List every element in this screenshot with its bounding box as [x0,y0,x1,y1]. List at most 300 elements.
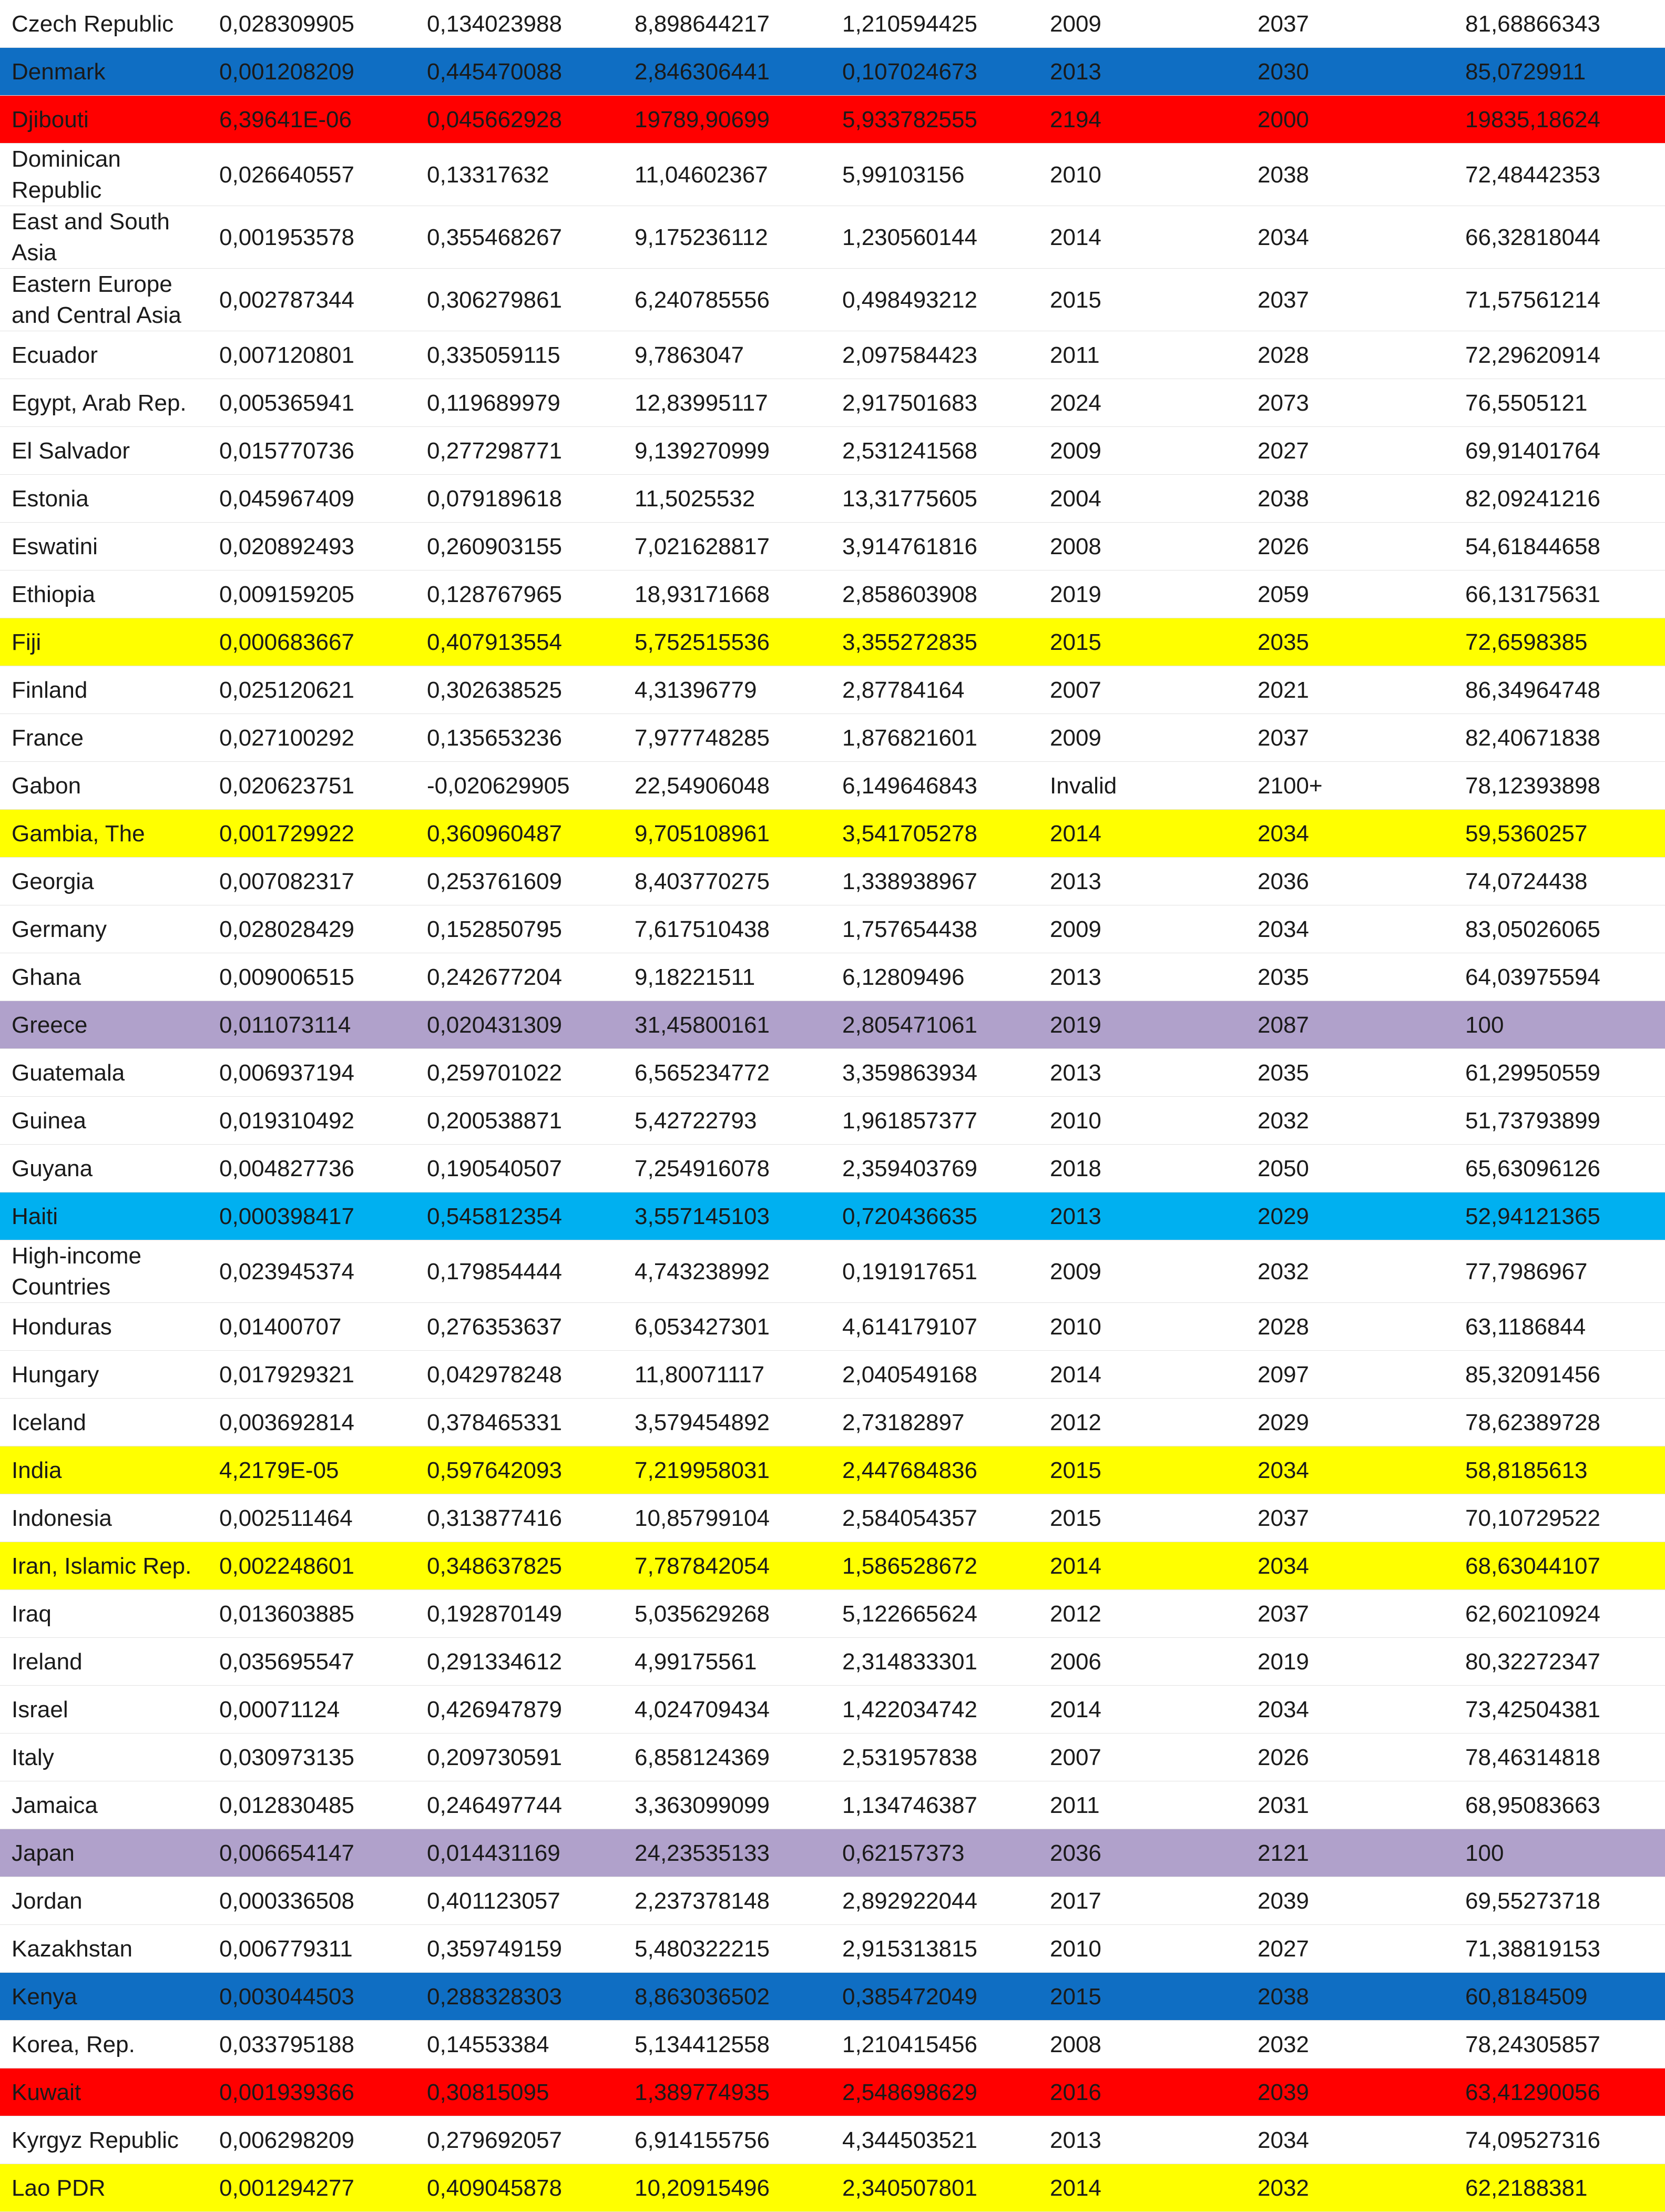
score-cell[interactable]: 70,10729522 [1454,1494,1665,1542]
value-cell-1[interactable]: 0,009006515 [208,953,415,1001]
value-cell-2[interactable]: 0,302638525 [415,666,623,714]
value-cell-1[interactable]: 0,002248601 [208,1542,415,1590]
score-cell[interactable]: 100 [1454,1001,1665,1049]
country-cell[interactable]: Ireland [0,1638,208,1686]
start-year-cell[interactable]: 2010 [1038,1925,1246,1973]
value-cell-2[interactable]: 0,152850795 [415,905,623,953]
start-year-cell[interactable]: 2011 [1038,1781,1246,1829]
score-cell[interactable]: 63,1186844 [1454,1303,1665,1351]
value-cell-4[interactable]: 2,858603908 [831,570,1038,618]
country-cell[interactable]: Korea, Rep. [0,2021,208,2068]
end-year-cell[interactable]: 2032 [1246,2021,1454,2068]
value-cell-4[interactable]: 5,99103156 [831,144,1038,206]
value-cell-3[interactable]: 6,053427301 [623,1303,831,1351]
value-cell-1[interactable]: 0,028028429 [208,905,415,953]
start-year-cell[interactable]: 2012 [1038,1399,1246,1446]
country-cell[interactable]: Guyana [0,1145,208,1192]
value-cell-3[interactable]: 6,914155756 [623,2116,831,2164]
value-cell-3[interactable]: 4,743238992 [623,1240,831,1303]
value-cell-3[interactable]: 1,389774935 [623,2068,831,2116]
value-cell-4[interactable]: 1,338938967 [831,858,1038,905]
end-year-cell[interactable]: 2021 [1246,666,1454,714]
value-cell-3[interactable]: 8,898644217 [623,0,831,48]
value-cell-1[interactable]: 0,002511464 [208,1494,415,1542]
value-cell-4[interactable]: 6,149646843 [831,762,1038,810]
end-year-cell[interactable]: 2030 [1246,48,1454,96]
country-cell[interactable]: Fiji [0,618,208,666]
score-cell[interactable]: 52,94121365 [1454,1192,1665,1240]
value-cell-1[interactable]: 0,006654147 [208,1829,415,1877]
value-cell-4[interactable]: 0,191917651 [831,1240,1038,1303]
end-year-cell[interactable]: 2087 [1246,1001,1454,1049]
value-cell-4[interactable]: 2,584054357 [831,1494,1038,1542]
end-year-cell[interactable]: 2059 [1246,570,1454,618]
country-cell[interactable]: India [0,1446,208,1494]
start-year-cell[interactable]: 2008 [1038,2021,1246,2068]
score-cell[interactable]: 78,62389728 [1454,1399,1665,1446]
country-cell[interactable]: Gabon [0,762,208,810]
value-cell-3[interactable]: 5,752515536 [623,618,831,666]
value-cell-2[interactable]: 0,360960487 [415,810,623,858]
start-year-cell[interactable]: 2013 [1038,48,1246,96]
value-cell-3[interactable]: 9,18221511 [623,953,831,1001]
country-cell[interactable]: Czech Republic [0,0,208,48]
value-cell-1[interactable]: 0,030973135 [208,1734,415,1781]
score-cell[interactable]: 19835,18624 [1454,96,1665,144]
value-cell-1[interactable]: 0,000336508 [208,1877,415,1925]
value-cell-2[interactable]: 0,279692057 [415,2116,623,2164]
end-year-cell[interactable]: 2035 [1246,953,1454,1001]
value-cell-2[interactable]: 0,253761609 [415,858,623,905]
end-year-cell[interactable]: 2032 [1246,1240,1454,1303]
value-cell-2[interactable]: 0,545812354 [415,1192,623,1240]
score-cell[interactable]: 74,09527316 [1454,2116,1665,2164]
value-cell-2[interactable]: 0,359749159 [415,1925,623,1973]
value-cell-4[interactable]: 2,447684836 [831,1446,1038,1494]
value-cell-2[interactable]: 0,209730591 [415,1734,623,1781]
country-cell[interactable]: Eastern Europe and Central Asia [0,269,208,331]
country-cell[interactable]: Guatemala [0,1049,208,1097]
start-year-cell[interactable]: 2014 [1038,206,1246,269]
value-cell-2[interactable]: 0,042978248 [415,1351,623,1399]
score-cell[interactable]: 82,09241216 [1454,475,1665,523]
end-year-cell[interactable]: 2034 [1246,905,1454,953]
value-cell-3[interactable]: 11,80071117 [623,1351,831,1399]
end-year-cell[interactable]: 2034 [1246,1446,1454,1494]
value-cell-2[interactable]: 0,190540507 [415,1145,623,1192]
value-cell-2[interactable]: 0,30815095 [415,2068,623,2116]
value-cell-3[interactable]: 10,85799104 [623,1494,831,1542]
value-cell-2[interactable]: 0,306279861 [415,269,623,331]
start-year-cell[interactable]: 2014 [1038,810,1246,858]
start-year-cell[interactable]: 2009 [1038,714,1246,762]
value-cell-2[interactable]: 0,276353637 [415,1303,623,1351]
end-year-cell[interactable]: 2050 [1246,1145,1454,1192]
value-cell-3[interactable]: 4,99175561 [623,1638,831,1686]
value-cell-1[interactable]: 0,009159205 [208,570,415,618]
country-cell[interactable]: Ghana [0,953,208,1001]
value-cell-1[interactable]: 0,045967409 [208,475,415,523]
value-cell-2[interactable]: 0,246497744 [415,1781,623,1829]
value-cell-4[interactable]: 2,040549168 [831,1351,1038,1399]
value-cell-1[interactable]: 0,011073114 [208,1001,415,1049]
country-cell[interactable]: Ethiopia [0,570,208,618]
start-year-cell[interactable]: 2019 [1038,570,1246,618]
country-cell[interactable]: Gambia, The [0,810,208,858]
start-year-cell[interactable]: 2014 [1038,2164,1246,2212]
value-cell-1[interactable]: 0,003044503 [208,1973,415,2021]
country-cell[interactable]: Djibouti [0,96,208,144]
value-cell-2[interactable]: 0,179854444 [415,1240,623,1303]
start-year-cell[interactable]: 2010 [1038,144,1246,206]
start-year-cell[interactable]: 2017 [1038,1877,1246,1925]
country-cell[interactable]: Lao PDR [0,2164,208,2212]
value-cell-1[interactable]: 0,035695547 [208,1638,415,1686]
end-year-cell[interactable]: 2027 [1246,427,1454,475]
end-year-cell[interactable]: 2032 [1246,1097,1454,1145]
value-cell-1[interactable]: 0,017929321 [208,1351,415,1399]
country-cell[interactable]: Haiti [0,1192,208,1240]
country-cell[interactable]: Georgia [0,858,208,905]
value-cell-4[interactable]: 4,344503521 [831,2116,1038,2164]
value-cell-1[interactable]: 0,00071124 [208,1686,415,1734]
value-cell-2[interactable]: 0,13317632 [415,144,623,206]
value-cell-2[interactable]: 0,291334612 [415,1638,623,1686]
value-cell-4[interactable]: 2,359403769 [831,1145,1038,1192]
score-cell[interactable]: 73,42504381 [1454,1686,1665,1734]
value-cell-1[interactable]: 0,001729922 [208,810,415,858]
country-cell[interactable]: Japan [0,1829,208,1877]
value-cell-1[interactable]: 0,023945374 [208,1240,415,1303]
value-cell-3[interactable]: 2,237378148 [623,1877,831,1925]
value-cell-1[interactable]: 0,001294277 [208,2164,415,2212]
value-cell-4[interactable]: 0,107024673 [831,48,1038,96]
country-cell[interactable]: El Salvador [0,427,208,475]
end-year-cell[interactable]: 2031 [1246,1781,1454,1829]
value-cell-4[interactable]: 13,31775605 [831,475,1038,523]
value-cell-3[interactable]: 3,363099099 [623,1781,831,1829]
end-year-cell[interactable]: 2037 [1246,269,1454,331]
value-cell-3[interactable]: 6,858124369 [623,1734,831,1781]
value-cell-2[interactable]: 0,426947879 [415,1686,623,1734]
country-cell[interactable]: Jamaica [0,1781,208,1829]
end-year-cell[interactable]: 2073 [1246,379,1454,427]
value-cell-4[interactable]: 1,961857377 [831,1097,1038,1145]
country-cell[interactable]: Kazakhstan [0,1925,208,1973]
value-cell-3[interactable]: 5,134412558 [623,2021,831,2068]
value-cell-1[interactable]: 4,2179E-05 [208,1446,415,1494]
score-cell[interactable]: 100 [1454,1829,1665,1877]
value-cell-4[interactable]: 3,541705278 [831,810,1038,858]
value-cell-1[interactable]: 0,002787344 [208,269,415,331]
end-year-cell[interactable]: 2034 [1246,206,1454,269]
value-cell-3[interactable]: 3,557145103 [623,1192,831,1240]
end-year-cell[interactable]: 2035 [1246,618,1454,666]
value-cell-1[interactable]: 0,006779311 [208,1925,415,1973]
value-cell-3[interactable]: 10,20915496 [623,2164,831,2212]
value-cell-4[interactable]: 2,531957838 [831,1734,1038,1781]
country-cell[interactable]: Italy [0,1734,208,1781]
start-year-cell[interactable]: 2014 [1038,1686,1246,1734]
value-cell-3[interactable]: 7,977748285 [623,714,831,762]
country-cell[interactable]: Germany [0,905,208,953]
value-cell-3[interactable]: 6,565234772 [623,1049,831,1097]
start-year-cell[interactable]: 2010 [1038,1097,1246,1145]
start-year-cell[interactable]: 2015 [1038,1494,1246,1542]
value-cell-1[interactable]: 0,007120801 [208,331,415,379]
value-cell-1[interactable]: 0,033795188 [208,2021,415,2068]
score-cell[interactable]: 72,6598385 [1454,618,1665,666]
value-cell-3[interactable]: 31,45800161 [623,1001,831,1049]
end-year-cell[interactable]: 2032 [1246,2164,1454,2212]
score-cell[interactable]: 77,7986967 [1454,1240,1665,1303]
value-cell-4[interactable]: 2,548698629 [831,2068,1038,2116]
end-year-cell[interactable]: 2034 [1246,2116,1454,2164]
value-cell-4[interactable]: 0,385472049 [831,1973,1038,2021]
end-year-cell[interactable]: 2029 [1246,1192,1454,1240]
value-cell-3[interactable]: 11,5025532 [623,475,831,523]
country-cell[interactable]: Hungary [0,1351,208,1399]
value-cell-3[interactable]: 7,219958031 [623,1446,831,1494]
value-cell-2[interactable]: 0,020431309 [415,1001,623,1049]
start-year-cell[interactable]: 2012 [1038,1590,1246,1638]
start-year-cell[interactable]: 2009 [1038,427,1246,475]
score-cell[interactable]: 76,5505121 [1454,379,1665,427]
score-cell[interactable]: 51,73793899 [1454,1097,1665,1145]
end-year-cell[interactable]: 2039 [1246,1877,1454,1925]
value-cell-2[interactable]: 0,134023988 [415,0,623,48]
value-cell-4[interactable]: 6,12809496 [831,953,1038,1001]
value-cell-4[interactable]: 2,917501683 [831,379,1038,427]
value-cell-1[interactable]: 0,01400707 [208,1303,415,1351]
value-cell-2[interactable]: 0,259701022 [415,1049,623,1097]
score-cell[interactable]: 85,32091456 [1454,1351,1665,1399]
value-cell-2[interactable]: 0,242677204 [415,953,623,1001]
value-cell-3[interactable]: 2,846306441 [623,48,831,96]
start-year-cell[interactable]: 2007 [1038,666,1246,714]
end-year-cell[interactable]: 2029 [1246,1399,1454,1446]
value-cell-1[interactable]: 0,007082317 [208,858,415,905]
country-cell[interactable]: Egypt, Arab Rep. [0,379,208,427]
value-cell-2[interactable]: 0,14553384 [415,2021,623,2068]
score-cell[interactable]: 60,8184509 [1454,1973,1665,2021]
score-cell[interactable]: 86,34964748 [1454,666,1665,714]
value-cell-1[interactable]: 0,000683667 [208,618,415,666]
value-cell-2[interactable]: 0,445470088 [415,48,623,96]
country-cell[interactable]: Honduras [0,1303,208,1351]
start-year-cell[interactable]: 2014 [1038,1351,1246,1399]
end-year-cell[interactable]: 2097 [1246,1351,1454,1399]
value-cell-1[interactable]: 0,006298209 [208,2116,415,2164]
start-year-cell[interactable]: 2015 [1038,618,1246,666]
value-cell-2[interactable]: 0,200538871 [415,1097,623,1145]
end-year-cell[interactable]: 2035 [1246,1049,1454,1097]
start-year-cell[interactable]: Invalid [1038,762,1246,810]
score-cell[interactable]: 64,03975594 [1454,953,1665,1001]
score-cell[interactable]: 71,57561214 [1454,269,1665,331]
value-cell-2[interactable]: 0,409045878 [415,2164,623,2212]
score-cell[interactable]: 66,13175631 [1454,570,1665,618]
end-year-cell[interactable]: 2027 [1246,1925,1454,1973]
value-cell-1[interactable]: 0,000398417 [208,1192,415,1240]
country-cell[interactable]: Indonesia [0,1494,208,1542]
value-cell-2[interactable]: 0,045662928 [415,96,623,144]
value-cell-2[interactable]: 0,355468267 [415,206,623,269]
country-cell[interactable]: Iran, Islamic Rep. [0,1542,208,1590]
value-cell-4[interactable]: 3,355272835 [831,618,1038,666]
value-cell-3[interactable]: 7,021628817 [623,523,831,570]
start-year-cell[interactable]: 2019 [1038,1001,1246,1049]
value-cell-4[interactable]: 2,87784164 [831,666,1038,714]
country-cell[interactable]: Iraq [0,1590,208,1638]
end-year-cell[interactable]: 2036 [1246,858,1454,905]
score-cell[interactable]: 69,55273718 [1454,1877,1665,1925]
end-year-cell[interactable]: 2038 [1246,144,1454,206]
start-year-cell[interactable]: 2008 [1038,523,1246,570]
value-cell-3[interactable]: 4,024709434 [623,1686,831,1734]
start-year-cell[interactable]: 2013 [1038,953,1246,1001]
start-year-cell[interactable]: 2013 [1038,1049,1246,1097]
value-cell-3[interactable]: 9,139270999 [623,427,831,475]
end-year-cell[interactable]: 2121 [1246,1829,1454,1877]
value-cell-4[interactable]: 1,422034742 [831,1686,1038,1734]
country-cell[interactable]: High-income Countries [0,1240,208,1303]
value-cell-3[interactable]: 18,93171668 [623,570,831,618]
country-cell[interactable]: Denmark [0,48,208,96]
value-cell-1[interactable]: 0,015770736 [208,427,415,475]
value-cell-3[interactable]: 3,579454892 [623,1399,831,1446]
score-cell[interactable]: 74,0724438 [1454,858,1665,905]
country-cell[interactable]: Ecuador [0,331,208,379]
value-cell-4[interactable]: 3,914761816 [831,523,1038,570]
value-cell-3[interactable]: 5,035629268 [623,1590,831,1638]
value-cell-4[interactable]: 2,805471061 [831,1001,1038,1049]
country-cell[interactable]: Kuwait [0,2068,208,2116]
value-cell-4[interactable]: 1,757654438 [831,905,1038,953]
start-year-cell[interactable]: 2024 [1038,379,1246,427]
score-cell[interactable]: 68,95083663 [1454,1781,1665,1829]
value-cell-1[interactable]: 0,005365941 [208,379,415,427]
country-cell[interactable]: Jordan [0,1877,208,1925]
value-cell-3[interactable]: 9,7863047 [623,331,831,379]
country-cell[interactable]: East and South Asia [0,206,208,269]
end-year-cell[interactable]: 2000 [1246,96,1454,144]
value-cell-4[interactable]: 0,720436635 [831,1192,1038,1240]
value-cell-2[interactable]: -0,020629905 [415,762,623,810]
value-cell-3[interactable]: 8,403770275 [623,858,831,905]
value-cell-3[interactable]: 8,863036502 [623,1973,831,2021]
value-cell-4[interactable]: 1,876821601 [831,714,1038,762]
score-cell[interactable]: 80,32272347 [1454,1638,1665,1686]
start-year-cell[interactable]: 2009 [1038,1240,1246,1303]
value-cell-4[interactable]: 1,210594425 [831,0,1038,48]
end-year-cell[interactable]: 2037 [1246,1494,1454,1542]
end-year-cell[interactable]: 2026 [1246,523,1454,570]
value-cell-4[interactable]: 2,314833301 [831,1638,1038,1686]
score-cell[interactable]: 54,61844658 [1454,523,1665,570]
value-cell-1[interactable]: 6,39641E-06 [208,96,415,144]
end-year-cell[interactable]: 2039 [1246,2068,1454,2116]
value-cell-3[interactable]: 5,42722793 [623,1097,831,1145]
value-cell-3[interactable]: 4,31396779 [623,666,831,714]
start-year-cell[interactable]: 2014 [1038,1542,1246,1590]
value-cell-2[interactable]: 0,348637825 [415,1542,623,1590]
start-year-cell[interactable]: 2016 [1038,2068,1246,2116]
value-cell-1[interactable]: 0,003692814 [208,1399,415,1446]
country-cell[interactable]: Greece [0,1001,208,1049]
value-cell-2[interactable]: 0,407913554 [415,618,623,666]
country-cell[interactable]: Estonia [0,475,208,523]
value-cell-2[interactable]: 0,260903155 [415,523,623,570]
value-cell-1[interactable]: 0,020623751 [208,762,415,810]
start-year-cell[interactable]: 2013 [1038,2116,1246,2164]
value-cell-1[interactable]: 0,026640557 [208,144,415,206]
value-cell-1[interactable]: 0,004827736 [208,1145,415,1192]
end-year-cell[interactable]: 2034 [1246,1542,1454,1590]
value-cell-2[interactable]: 0,335059115 [415,331,623,379]
country-cell[interactable]: Kenya [0,1973,208,2021]
value-cell-4[interactable]: 5,933782555 [831,96,1038,144]
value-cell-3[interactable]: 7,254916078 [623,1145,831,1192]
end-year-cell[interactable]: 2034 [1246,1686,1454,1734]
value-cell-2[interactable]: 0,597642093 [415,1446,623,1494]
value-cell-3[interactable]: 9,705108961 [623,810,831,858]
start-year-cell[interactable]: 2013 [1038,1192,1246,1240]
score-cell[interactable]: 68,63044107 [1454,1542,1665,1590]
value-cell-4[interactable]: 3,359863934 [831,1049,1038,1097]
end-year-cell[interactable]: 2037 [1246,0,1454,48]
score-cell[interactable]: 72,29620914 [1454,331,1665,379]
end-year-cell[interactable]: 2026 [1246,1734,1454,1781]
end-year-cell[interactable]: 2037 [1246,714,1454,762]
score-cell[interactable]: 66,32818044 [1454,206,1665,269]
score-cell[interactable]: 78,24305857 [1454,2021,1665,2068]
value-cell-4[interactable]: 2,915313815 [831,1925,1038,1973]
value-cell-1[interactable]: 0,001939366 [208,2068,415,2116]
value-cell-3[interactable]: 22,54906048 [623,762,831,810]
start-year-cell[interactable]: 2007 [1038,1734,1246,1781]
score-cell[interactable]: 58,8185613 [1454,1446,1665,1494]
country-cell[interactable]: Eswatini [0,523,208,570]
start-year-cell[interactable]: 2194 [1038,96,1246,144]
start-year-cell[interactable]: 2004 [1038,475,1246,523]
score-cell[interactable]: 62,2188381 [1454,2164,1665,2212]
end-year-cell[interactable]: 2028 [1246,1303,1454,1351]
score-cell[interactable]: 82,40671838 [1454,714,1665,762]
value-cell-4[interactable]: 2,73182897 [831,1399,1038,1446]
start-year-cell[interactable]: 2009 [1038,0,1246,48]
end-year-cell[interactable]: 2038 [1246,475,1454,523]
value-cell-2[interactable]: 0,079189618 [415,475,623,523]
start-year-cell[interactable]: 2015 [1038,1973,1246,2021]
value-cell-1[interactable]: 0,012830485 [208,1781,415,1829]
value-cell-4[interactable]: 2,892922044 [831,1877,1038,1925]
end-year-cell[interactable]: 2100+ [1246,762,1454,810]
value-cell-1[interactable]: 0,025120621 [208,666,415,714]
score-cell[interactable]: 85,0729911 [1454,48,1665,96]
score-cell[interactable]: 83,05026065 [1454,905,1665,953]
score-cell[interactable]: 71,38819153 [1454,1925,1665,1973]
score-cell[interactable]: 78,46314818 [1454,1734,1665,1781]
country-cell[interactable]: Kyrgyz Republic [0,2116,208,2164]
start-year-cell[interactable]: 2015 [1038,269,1246,331]
value-cell-4[interactable]: 2,340507801 [831,2164,1038,2212]
score-cell[interactable]: 62,60210924 [1454,1590,1665,1638]
country-cell[interactable]: Israel [0,1686,208,1734]
score-cell[interactable]: 72,48442353 [1454,144,1665,206]
value-cell-4[interactable]: 5,122665624 [831,1590,1038,1638]
start-year-cell[interactable]: 2006 [1038,1638,1246,1686]
